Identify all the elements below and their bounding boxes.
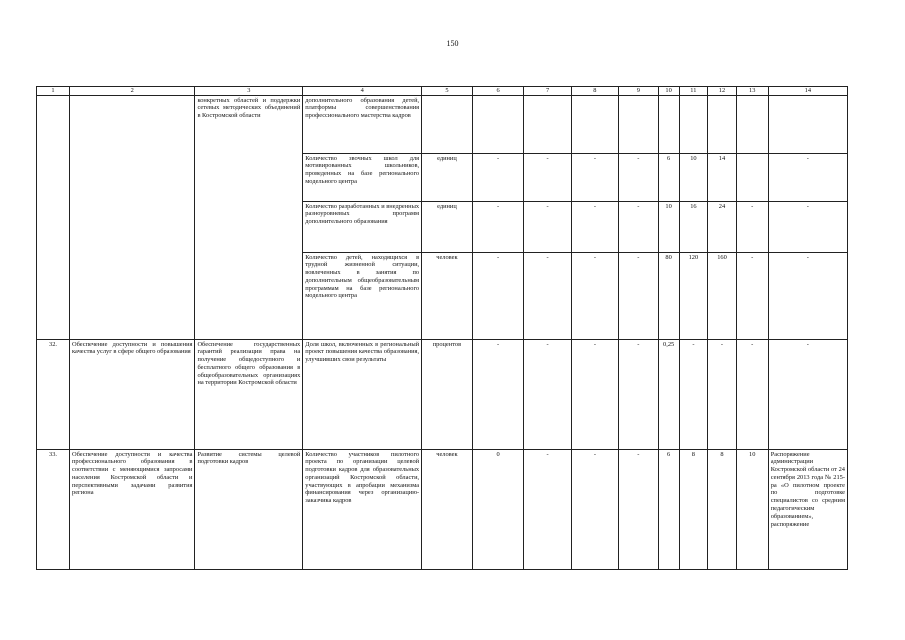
cell: 16 [679, 202, 708, 253]
cell: - [768, 202, 847, 253]
cell: - [472, 253, 524, 340]
column-header: 13 [736, 87, 768, 96]
cell [422, 96, 473, 154]
cell [524, 96, 571, 154]
cell: - [571, 154, 618, 202]
cell: - [619, 450, 659, 570]
cell: - [619, 154, 659, 202]
cell: дополнительного образования детей, платформы совершенствования профессионального мастерства кадров [303, 96, 422, 154]
cell: конкретных областей и поддержки сетевых методических объединений в Костромской области [195, 96, 303, 340]
cell: - [524, 253, 571, 340]
cell: 10 [658, 202, 679, 253]
cell [768, 96, 847, 154]
cell: 6 [658, 450, 679, 570]
cell: 0 [472, 450, 524, 570]
cell: Обеспечение доступности и повышения качества услуг в сфере общего образования [70, 340, 195, 450]
table-row [37, 96, 848, 154]
cell: 6 [658, 154, 679, 202]
cell [37, 96, 70, 340]
cell: Доля школ, включенных в региональный проект повышения качества образования, улучшивших свои результаты [303, 340, 422, 450]
cell: - [736, 253, 768, 340]
column-header: 1 [37, 87, 70, 96]
cell [70, 96, 195, 340]
cell: - [524, 450, 571, 570]
cell: 24 [708, 202, 737, 253]
cell [708, 96, 737, 154]
cell: - [524, 202, 571, 253]
column-header: 9 [619, 87, 659, 96]
cell: человек [422, 253, 473, 340]
cell: человек [422, 450, 473, 570]
cell: Обеспечение доступности и качества профессионального образования в соответствии с меняющимися запросами населения Костромской области и перспективными задачами развития региона [70, 450, 195, 570]
cell: 14 [708, 154, 737, 202]
cell: Распоряжение администрации Костромской области от 24 сентября 2013 года № 215-ра «О пилотном проекте по подготовке специалистов со средним педагогическим образованием», распоряжение [768, 450, 847, 570]
column-header: 11 [679, 87, 708, 96]
column-header: 8 [571, 87, 618, 96]
cell: - [619, 340, 659, 450]
cell: Количество участников пилотного проекта по организации целевой подготовки кадров для образовательных организаций Костромской области, участвующих в апробации механизма финансирования через организацию-заказчика кадров [303, 450, 422, 570]
cell: - [571, 450, 618, 570]
cell: - [708, 340, 737, 450]
column-header: 4 [303, 87, 422, 96]
column-header: 3 [195, 87, 303, 96]
page-number: 150 [446, 39, 459, 48]
cell: - [524, 154, 571, 202]
cell [679, 96, 708, 154]
cell [658, 96, 679, 154]
cell [619, 96, 659, 154]
column-header: 6 [472, 87, 524, 96]
cell: - [571, 340, 618, 450]
cell: - [524, 340, 571, 450]
row-number: 32. [37, 340, 70, 450]
header-row [37, 87, 848, 96]
cell: - [571, 253, 618, 340]
cell: 120 [679, 253, 708, 340]
cell: 80 [658, 253, 679, 340]
cell: 8 [679, 450, 708, 570]
cell: - [736, 340, 768, 450]
cell: единиц [422, 154, 473, 202]
cell: - [736, 202, 768, 253]
cell: Развитие системы целевой подготовки кадров [195, 450, 303, 570]
cell: - [619, 202, 659, 253]
cell: процентов [422, 340, 473, 450]
cell: - [571, 202, 618, 253]
cell: - [472, 202, 524, 253]
cell [736, 96, 768, 154]
cell [571, 96, 618, 154]
cell: - [472, 154, 524, 202]
cell: Количество звочных школ для мотивированных школьников, проведенных на базе регионального модельного центра [303, 154, 422, 202]
table-row [37, 340, 848, 450]
cell: Количество разработанных и внедренных разноуровневых программ дополнительного образования [303, 202, 422, 253]
cell: 0,25 [658, 340, 679, 450]
cell: - [768, 340, 847, 450]
table-row [37, 450, 848, 570]
cell: - [768, 253, 847, 340]
cell: 8 [708, 450, 737, 570]
cell: - [619, 253, 659, 340]
cell [472, 96, 524, 154]
cell: - [472, 340, 524, 450]
cell: 10 [679, 154, 708, 202]
column-header: 10 [658, 87, 679, 96]
column-header: 5 [422, 87, 473, 96]
cell: 10 [736, 450, 768, 570]
cell: Обеспечение государственных гарантий реализации права на получение общедоступного и бесплатного общего образования в общеобразовательных организациях на территории Костромской области [195, 340, 303, 450]
cell: 160 [708, 253, 737, 340]
column-header: 14 [768, 87, 847, 96]
column-header: 12 [708, 87, 737, 96]
column-header: 7 [524, 87, 571, 96]
cell: - [768, 154, 847, 202]
cell: Количество детей, находящихся в трудной жизненной ситуации, вовлеченных в занятия по дополнительным общеобразовательным программам на базе регионального модельного центра [303, 253, 422, 340]
cell: единиц [422, 202, 473, 253]
column-header: 2 [70, 87, 195, 96]
cell: - [679, 340, 708, 450]
cell [736, 154, 768, 202]
row-number: 33. [37, 450, 70, 570]
indicators-table [36, 86, 848, 570]
